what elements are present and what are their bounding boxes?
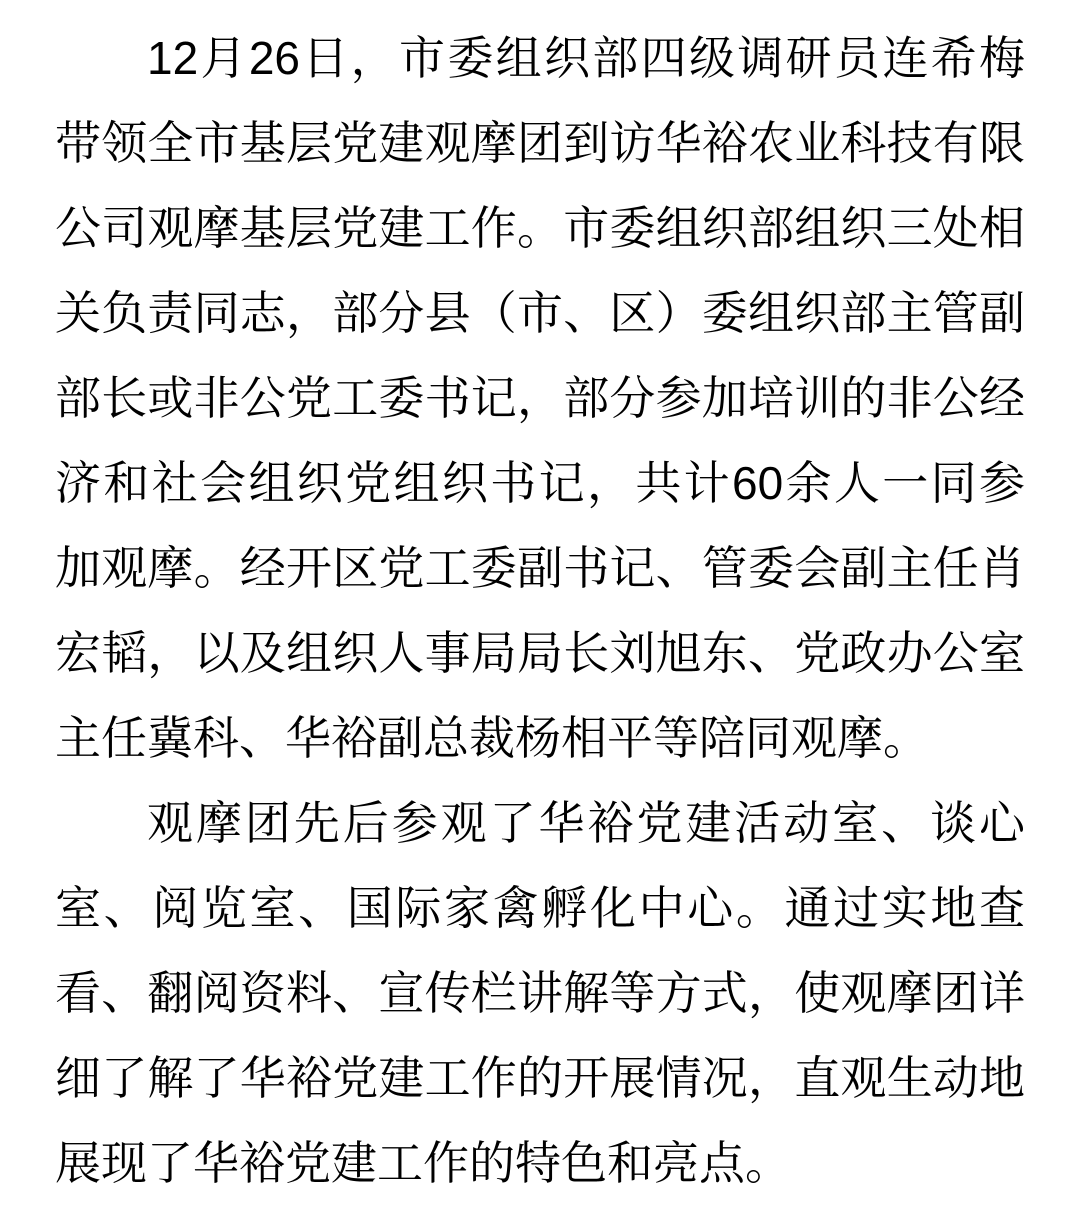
paragraph-tour-details: 观摩团先后参观了华裕党建活动室、谈心室、阅览室、国际家禽孵化中心。通过实地查看、翻阅资料、宣传栏讲解等方式，使观摩团详细了解了华裕党建工作的开展情况，直观生动地展现了华裕党建工作的特色和亮点。: [55, 797, 1025, 1189]
paragraph-visit-intro: 12月26日，市委组织部四级调研员连希梅带领全市基层党建观摩团到访华裕农业科技有限公司观摩基层党建工作。市委组织部组织三处相关负责同志，部分县（市、区）委组织部主管副部长或非公党工委书记，部分参加培训的非公经济和社会组织党组织书记，共计60余人一同参加观摩。经开区党工委副书记、管委会副主任肖宏韬，以及组织人事局局长刘旭东、党政办公室主任冀科、华裕副总裁杨相平等陪同观摩。: [55, 32, 1025, 764]
